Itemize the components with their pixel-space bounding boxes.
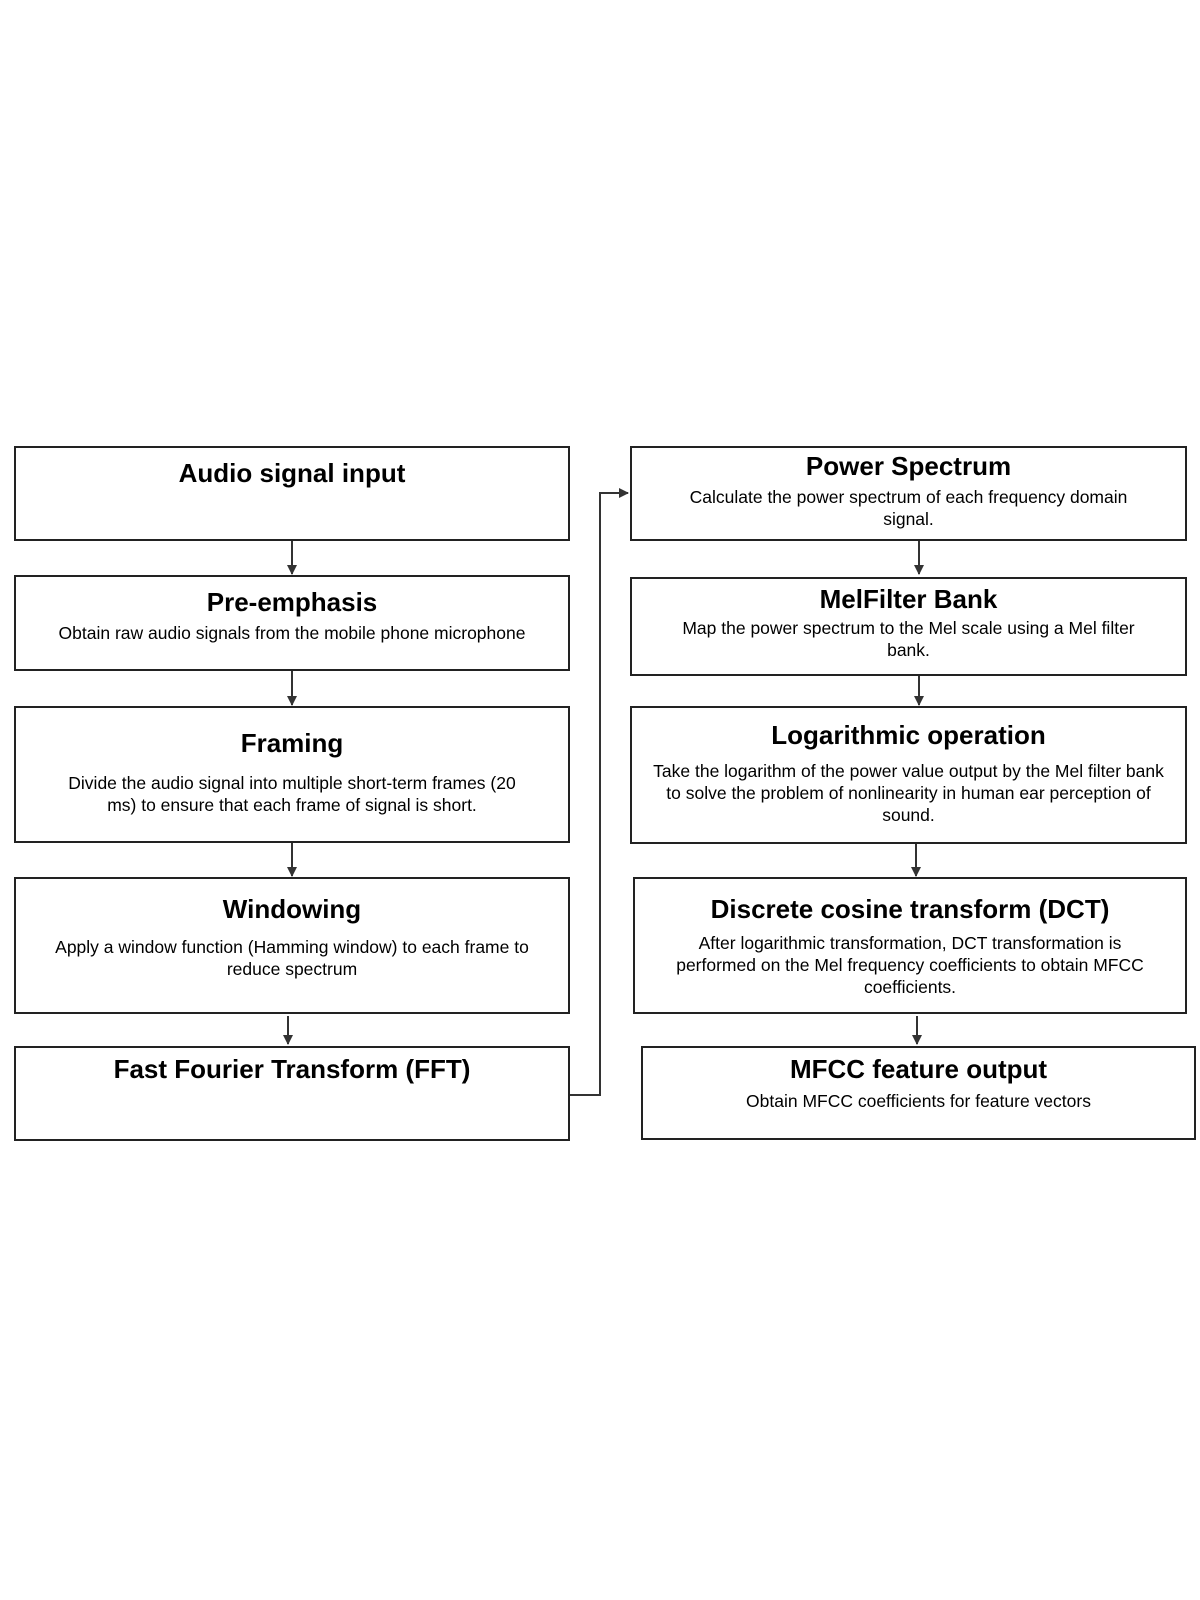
- step-title: Fast Fourier Transform (FFT): [113, 1054, 471, 1084]
- step-title: MelFilter Bank: [819, 584, 998, 614]
- step-audio-signal-input: [14, 446, 570, 541]
- step-windowing: [14, 877, 570, 1014]
- step-description: Obtain raw audio signals from the mobile phone microphone: [58, 623, 526, 643]
- step-pre-emphasis: [14, 575, 570, 671]
- step-description: Map the power spectrum to the Mel scale using a Mel filter bank.: [682, 618, 1135, 660]
- step-title: MFCC feature output: [789, 1054, 1048, 1084]
- step-power-spectrum: [630, 446, 1187, 541]
- step-description: Apply a window function (Hamming window) to each frame to reduce spectrum: [55, 937, 529, 979]
- step-title: Logarithmic operation: [771, 720, 1046, 750]
- step-description: Obtain MFCC coefficients for feature vectors: [746, 1091, 1091, 1111]
- step-description: Calculate the power spectrum of each frequency domain signal.: [689, 487, 1128, 529]
- step-description: Divide the audio signal into multiple short-term frames (20 ms) to ensure that each frame of signal is short.: [68, 773, 516, 815]
- step-fft: [14, 1046, 570, 1141]
- step-mel-filter-bank: [630, 577, 1187, 676]
- step-description: Take the logarithm of the power value output by the Mel filter bank to solve the problem of nonlinearity in human ear perception of sound.: [653, 761, 1164, 825]
- arrow-fft-to-power-spectrum: [569, 493, 628, 1095]
- step-title: Power Spectrum: [805, 451, 1012, 481]
- step-logarithmic-operation: [630, 706, 1187, 844]
- step-mfcc-feature-output: [641, 1046, 1196, 1140]
- step-description: After logarithmic transformation, DCT transformation is performed on the Mel frequency coefficients to obtain MFCC coefficients.: [676, 933, 1144, 997]
- step-title: Audio signal input: [178, 458, 406, 488]
- step-title: Windowing: [222, 894, 362, 924]
- step-dct: [633, 877, 1187, 1014]
- step-title: Framing: [240, 728, 344, 758]
- step-title: Pre-emphasis: [206, 587, 378, 617]
- step-framing: [14, 706, 570, 843]
- step-title: Discrete cosine transform (DCT): [710, 894, 1110, 924]
